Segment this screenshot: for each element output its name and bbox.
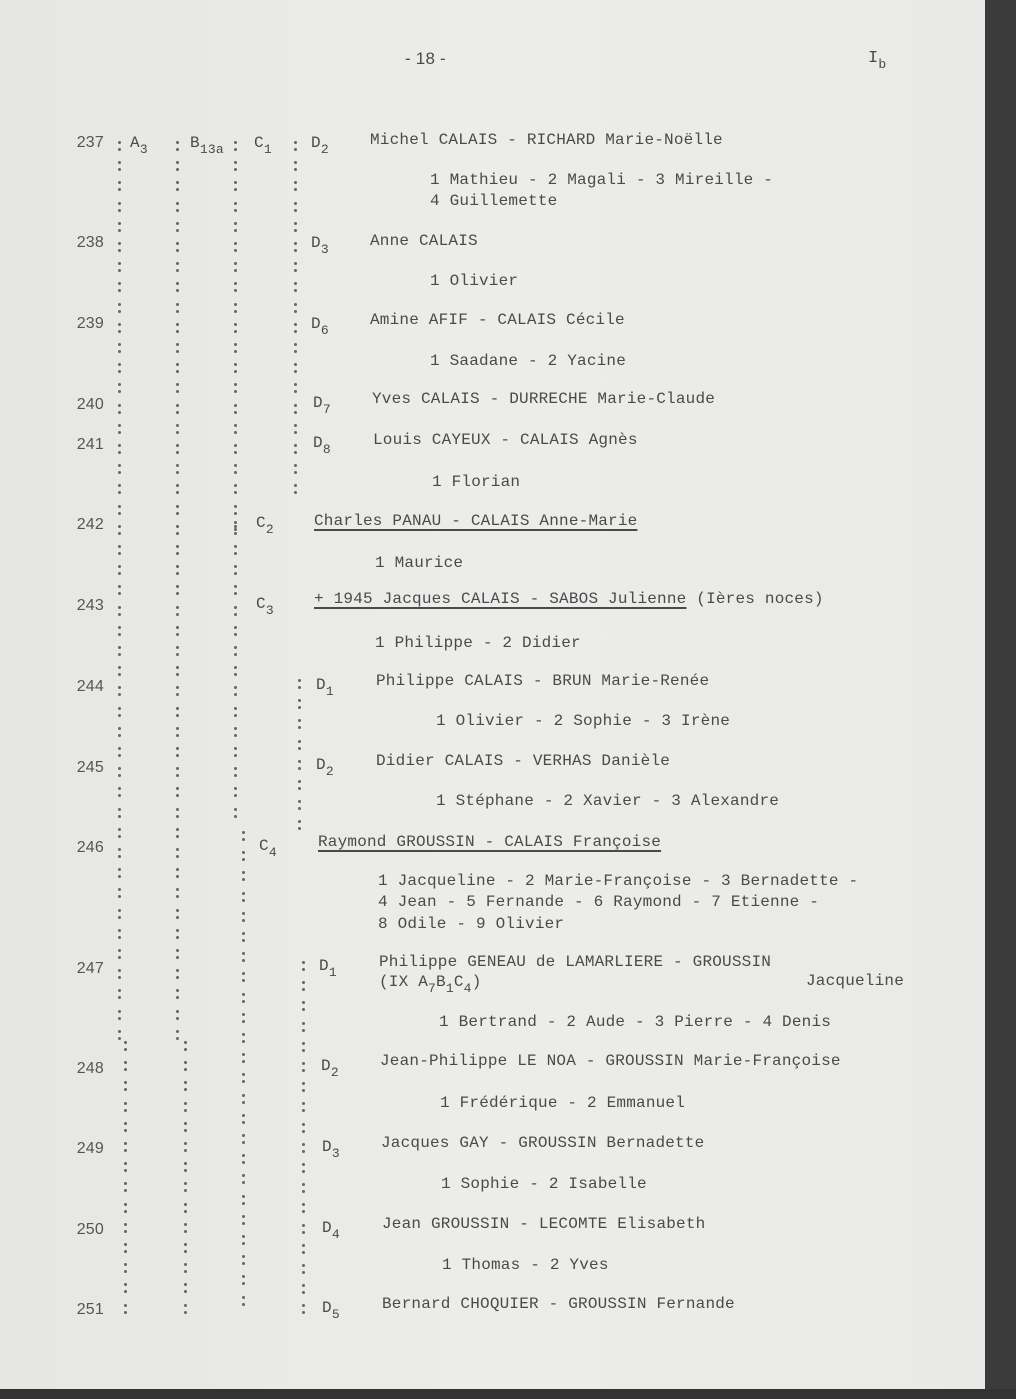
colon-separator <box>300 1223 308 1235</box>
colon-separator <box>174 221 182 233</box>
colon-separator <box>116 261 124 273</box>
colon-separator <box>232 281 240 293</box>
colon-separator <box>116 322 124 334</box>
colon-separator <box>174 281 182 293</box>
colon-separator <box>116 726 124 738</box>
colon-separator <box>174 544 182 556</box>
couple-name-continuation: Jacqueline <box>806 972 905 990</box>
entry-number: 245 <box>76 759 104 776</box>
colon-separator <box>232 241 240 253</box>
colon-separator <box>116 948 124 960</box>
colon-separator <box>116 706 124 718</box>
colon-separator <box>174 645 182 657</box>
generation-label-a: $A_3$ <box>130 134 148 157</box>
couple-name: Jean GROUSSIN - LECOMTE Elisabeth <box>382 1215 706 1233</box>
colon-separator <box>174 443 182 455</box>
colon-separator <box>122 1141 130 1153</box>
colon-separator <box>232 423 240 435</box>
children-line: 1 Bertrand - 2 Aude - 3 Pierre - 4 Denis <box>439 1013 832 1031</box>
colon-separator <box>174 948 182 960</box>
colon-separator <box>232 504 240 516</box>
colon-separator <box>174 524 182 536</box>
colon-separator <box>292 140 300 152</box>
colon-separator <box>300 1000 308 1012</box>
colon-separator <box>240 1012 248 1024</box>
colon-separator <box>292 342 300 354</box>
colon-separator <box>240 891 248 903</box>
children-line: 1 Philippe - 2 Didier <box>375 634 581 652</box>
colon-separator <box>232 625 240 637</box>
colon-separator <box>174 241 182 253</box>
generation-label: $D_3$ <box>311 234 329 257</box>
colon-separator <box>122 1040 130 1052</box>
colon-separator <box>182 1303 190 1315</box>
colon-separator <box>240 1032 248 1044</box>
colon-separator <box>300 1182 308 1194</box>
generation-label: $D_8$ <box>313 434 331 457</box>
colon-separator <box>232 322 240 334</box>
children-line: 1 Saadane - 2 Yacine <box>430 352 627 370</box>
colon-separator <box>116 524 124 536</box>
colon-separator <box>116 160 124 172</box>
colon-separator <box>300 1303 308 1315</box>
generation-label: $D_2$ <box>316 756 334 779</box>
colon-separator <box>174 261 182 273</box>
colon-separator <box>116 807 124 819</box>
entry-number: 244 <box>76 678 104 695</box>
colon-separator <box>174 423 182 435</box>
entry-number: 239 <box>76 315 104 332</box>
colon-separator <box>174 827 182 839</box>
entry-number: 243 <box>76 597 104 614</box>
entry-number: 242 <box>76 516 104 533</box>
colon-separator <box>116 281 124 293</box>
colon-separator <box>240 992 248 1004</box>
couple-name: Philippe GENEAU de LAMARLIERE - GROUSSIN <box>379 953 772 971</box>
colon-separator <box>182 1101 190 1113</box>
colon-separator <box>292 443 300 455</box>
section-mark-letter: I <box>868 49 879 68</box>
colon-separator <box>174 685 182 697</box>
colon-separator <box>300 1061 308 1073</box>
colon-separator <box>232 463 240 475</box>
colon-separator <box>116 685 124 697</box>
generation-label: $D_6$ <box>311 315 329 338</box>
colon-separator <box>174 1009 182 1021</box>
colon-separator <box>240 1194 248 1206</box>
colon-separator <box>232 520 240 532</box>
colon-separator <box>240 870 248 882</box>
colon-separator <box>116 342 124 354</box>
colon-separator <box>240 1133 248 1145</box>
colon-separator <box>240 1214 248 1226</box>
colon-separator <box>174 867 182 879</box>
children-line: 1 Thomas - 2 Yves <box>442 1256 609 1274</box>
children-line: 1 Jacqueline - 2 Marie-Françoise - 3 Bernadette - <box>378 872 859 890</box>
colon-separator <box>116 180 124 192</box>
colon-separator <box>232 302 240 314</box>
colon-separator <box>300 1283 308 1295</box>
colon-separator <box>174 625 182 637</box>
colon-separator <box>174 807 182 819</box>
colon-separator <box>232 786 240 798</box>
entry-number: 240 <box>76 396 104 413</box>
colon-separator <box>296 779 304 791</box>
colon-separator <box>232 564 240 576</box>
colon-separator <box>116 221 124 233</box>
couple-name: Raymond GROUSSIN - CALAIS Françoise <box>318 833 662 851</box>
colon-separator <box>174 322 182 334</box>
colon-separator <box>116 746 124 758</box>
colon-separator <box>232 443 240 455</box>
generation-label: $D_1$ <box>316 676 334 699</box>
couple-name: Philippe CALAIS - BRUN Marie-Renée <box>376 672 710 690</box>
colon-separator <box>182 1242 190 1254</box>
children-line: 8 Odile - 9 Olivier <box>378 915 565 933</box>
page-number: - 18 - <box>405 49 446 68</box>
generation-label: $C_3$ <box>256 595 274 618</box>
couple-name: Michel CALAIS - RICHARD Marie-Noëlle <box>370 131 723 149</box>
colon-separator <box>292 382 300 394</box>
colon-separator <box>122 1060 130 1072</box>
colon-separator <box>116 362 124 374</box>
colon-separator <box>296 739 304 751</box>
colon-separator <box>182 1181 190 1193</box>
colon-separator <box>116 423 124 435</box>
colon-separator <box>292 180 300 192</box>
section-mark <box>868 50 886 74</box>
colon-separator <box>122 1161 130 1173</box>
colon-separator <box>174 887 182 899</box>
colon-separator <box>296 698 304 710</box>
colon-separator <box>116 625 124 637</box>
children-line: 1 Mathieu - 2 Magali - 3 Mireille - <box>430 171 774 189</box>
entry-number: 249 <box>76 1140 104 1157</box>
colon-separator <box>174 302 182 314</box>
colon-separator <box>122 1222 130 1234</box>
children-line: 1 Florian <box>432 473 521 491</box>
colon-separator <box>240 850 248 862</box>
children-line: 1 Frédérique - 2 Emmanuel <box>440 1094 686 1112</box>
entry-number: 246 <box>76 839 104 856</box>
couple-name: Didier CALAIS - VERHAS Danièle <box>376 752 671 770</box>
colon-separator <box>232 261 240 273</box>
colon-separator <box>116 928 124 940</box>
colon-separator <box>232 685 240 697</box>
colon-separator <box>116 988 124 1000</box>
generation-label: $C_4$ <box>259 837 277 860</box>
colon-separator <box>232 403 240 415</box>
colon-separator <box>300 1202 308 1214</box>
colon-separator <box>116 887 124 899</box>
colon-separator <box>174 201 182 213</box>
colon-separator <box>240 1254 248 1266</box>
colon-separator <box>174 726 182 738</box>
colon-separator <box>174 706 182 718</box>
colon-separator <box>116 302 124 314</box>
colon-separator <box>122 1262 130 1274</box>
colon-separator <box>296 718 304 730</box>
colon-separator <box>116 766 124 778</box>
children-line: 1 Stéphane - 2 Xavier - 3 Alexandre <box>436 792 780 810</box>
colon-separator <box>232 584 240 596</box>
colon-separator <box>232 160 240 172</box>
generation-label: $D_5$ <box>322 1299 340 1322</box>
colon-separator <box>232 726 240 738</box>
colon-separator <box>240 1153 248 1165</box>
colon-separator <box>232 645 240 657</box>
colon-separator <box>240 1052 248 1064</box>
colon-separator <box>292 423 300 435</box>
colon-separator <box>182 1262 190 1274</box>
colon-separator <box>232 362 240 374</box>
colon-separator <box>116 665 124 677</box>
colon-separator <box>182 1222 190 1234</box>
colon-separator <box>232 221 240 233</box>
colon-separator <box>300 1243 308 1255</box>
colon-separator <box>300 1021 308 1033</box>
colon-separator <box>292 261 300 273</box>
colon-separator <box>296 819 304 831</box>
colon-separator <box>292 221 300 233</box>
colon-separator <box>116 847 124 859</box>
colon-separator <box>116 504 124 516</box>
colon-separator <box>122 1181 130 1193</box>
colon-separator <box>232 483 240 495</box>
colon-separator <box>240 1072 248 1084</box>
colon-separator <box>300 1162 308 1174</box>
colon-separator <box>116 403 124 415</box>
colon-separator <box>232 140 240 152</box>
colon-separator <box>174 746 182 758</box>
generation-label: $C_2$ <box>256 514 274 537</box>
colon-separator <box>116 645 124 657</box>
entry-number: 248 <box>76 1060 104 1077</box>
generation-label: $D_4$ <box>322 1219 340 1242</box>
colon-separator <box>232 382 240 394</box>
colon-separator <box>232 706 240 718</box>
colon-separator <box>292 483 300 495</box>
colon-separator <box>116 1009 124 1021</box>
colon-separator <box>240 830 248 842</box>
colon-separator <box>174 584 182 596</box>
entry-number: 251 <box>76 1301 104 1318</box>
colon-separator <box>116 140 124 152</box>
couple-name: Anne CALAIS <box>370 232 478 250</box>
couple-name: Louis CAYEUX - CALAIS Agnès <box>373 431 638 449</box>
colon-separator <box>182 1121 190 1133</box>
colon-separator <box>122 1080 130 1092</box>
colon-separator <box>116 867 124 879</box>
colon-separator <box>232 746 240 758</box>
entry-number: 250 <box>76 1221 104 1238</box>
scan-border-bottom <box>0 1389 1016 1399</box>
colon-separator <box>174 908 182 920</box>
colon-separator <box>174 180 182 192</box>
couple-name: + 1945 Jacques CALAIS - SABOS Julienne <box>314 590 687 608</box>
colon-separator <box>296 799 304 811</box>
couple-name: Amine AFIF - CALAIS Cécile <box>370 311 625 329</box>
colon-separator <box>182 1040 190 1052</box>
colon-separator <box>174 362 182 374</box>
colon-separator <box>174 928 182 940</box>
colon-separator <box>116 443 124 455</box>
colon-separator <box>232 665 240 677</box>
colon-separator <box>174 382 182 394</box>
colon-separator <box>174 665 182 677</box>
children-line: 4 Guillemette <box>430 192 558 210</box>
children-line: 4 Jean - 5 Fernande - 6 Raymond - 7 Etienne - <box>378 893 820 911</box>
colon-separator <box>300 960 308 972</box>
colon-separator <box>122 1202 130 1214</box>
couple-line <box>314 590 824 608</box>
colon-separator <box>122 1242 130 1254</box>
couple-name: Yves CALAIS - DURRECHE Marie-Claude <box>372 390 716 408</box>
generation-label-c: $C_1$ <box>254 134 272 157</box>
generation-label-d: $D_2$ <box>311 134 329 157</box>
colon-separator <box>116 786 124 798</box>
children-line: 1 Olivier <box>430 272 519 290</box>
colon-separator <box>116 382 124 394</box>
colon-separator <box>182 1161 190 1173</box>
colon-separator <box>174 605 182 617</box>
colon-separator <box>300 980 308 992</box>
colon-separator <box>174 968 182 980</box>
colon-separator <box>116 241 124 253</box>
colon-separator <box>300 1122 308 1134</box>
children-line: 1 Olivier - 2 Sophie - 3 Irène <box>436 712 731 730</box>
colon-separator <box>300 1263 308 1275</box>
colon-separator <box>174 504 182 516</box>
colon-separator <box>300 1142 308 1154</box>
generation-label: $D_2$ <box>321 1057 339 1080</box>
generation-label-b: $B_{13a}$ <box>190 134 224 157</box>
colon-separator <box>174 1029 182 1041</box>
colon-separator <box>182 1282 190 1294</box>
colon-separator <box>240 1093 248 1105</box>
colon-separator <box>292 160 300 172</box>
colon-separator <box>240 1234 248 1246</box>
colon-separator <box>232 342 240 354</box>
colon-separator <box>240 951 248 963</box>
colon-separator <box>116 1029 124 1041</box>
colon-separator <box>122 1303 130 1315</box>
colon-separator <box>116 827 124 839</box>
scan-border-right <box>985 0 1016 1399</box>
colon-separator <box>116 201 124 213</box>
colon-separator <box>240 1274 248 1286</box>
colon-separator <box>116 463 124 475</box>
children-line: 1 Sophie - 2 Isabelle <box>441 1175 647 1193</box>
colon-separator <box>232 201 240 213</box>
entry-number: 238 <box>76 234 104 251</box>
colon-separator <box>232 766 240 778</box>
colon-separator <box>174 786 182 798</box>
colon-separator <box>174 483 182 495</box>
colon-separator <box>292 403 300 415</box>
couple-name: Jacques GAY - GROUSSIN Bernadette <box>381 1134 705 1152</box>
colon-separator <box>240 1113 248 1125</box>
colon-separator <box>122 1121 130 1133</box>
cross-reference: (IX $A_7B_1C_4$) <box>379 973 482 996</box>
colon-separator <box>116 908 124 920</box>
colon-separator <box>182 1060 190 1072</box>
entry-number: 237 <box>76 134 104 151</box>
colon-separator <box>174 988 182 1000</box>
colon-separator <box>296 678 304 690</box>
colon-separator <box>116 584 124 596</box>
colon-separator <box>292 241 300 253</box>
colon-separator <box>174 140 182 152</box>
colon-separator <box>182 1202 190 1214</box>
colon-separator <box>174 564 182 576</box>
colon-separator <box>292 362 300 374</box>
colon-separator <box>240 971 248 983</box>
colon-separator <box>174 342 182 354</box>
colon-separator <box>182 1080 190 1092</box>
marriage-note: (Ières noces) <box>696 590 824 608</box>
section-mark-sub: b <box>878 57 887 72</box>
colon-separator <box>232 605 240 617</box>
colon-separator <box>174 160 182 172</box>
colon-separator <box>122 1282 130 1294</box>
colon-separator <box>300 1081 308 1093</box>
colon-separator <box>116 483 124 495</box>
colon-separator <box>232 807 240 819</box>
colon-separator <box>240 1295 248 1307</box>
couple-name: Jean-Philippe LE NOA - GROUSSIN Marie-Françoise <box>380 1052 841 1070</box>
colon-separator <box>300 1101 308 1113</box>
entry-number: 247 <box>76 960 104 977</box>
generation-label: $D_7$ <box>313 394 331 417</box>
colon-separator <box>116 544 124 556</box>
colon-separator <box>292 201 300 213</box>
children-line: 1 Maurice <box>375 554 464 572</box>
colon-separator <box>174 766 182 778</box>
colon-separator <box>122 1101 130 1113</box>
colon-separator <box>174 463 182 475</box>
colon-separator <box>116 564 124 576</box>
entry-number: 241 <box>76 436 104 453</box>
couple-name: Charles PANAU - CALAIS Anne-Marie <box>314 512 638 530</box>
colon-separator <box>296 759 304 771</box>
generation-label: $D_1$ <box>319 957 337 980</box>
colon-separator <box>182 1141 190 1153</box>
colon-separator <box>174 403 182 415</box>
colon-separator <box>240 1173 248 1185</box>
colon-separator <box>116 605 124 617</box>
generation-label: $D_3$ <box>322 1138 340 1161</box>
colon-separator <box>232 544 240 556</box>
colon-separator <box>174 847 182 859</box>
couple-name: Bernard CHOQUIER - GROUSSIN Fernande <box>382 1295 735 1313</box>
colon-separator <box>116 968 124 980</box>
colon-separator <box>292 281 300 293</box>
colon-separator <box>300 1041 308 1053</box>
colon-separator <box>292 463 300 475</box>
colon-separator <box>240 911 248 923</box>
colon-separator <box>292 302 300 314</box>
colon-separator <box>292 322 300 334</box>
colon-separator <box>240 931 248 943</box>
colon-separator <box>232 180 240 192</box>
